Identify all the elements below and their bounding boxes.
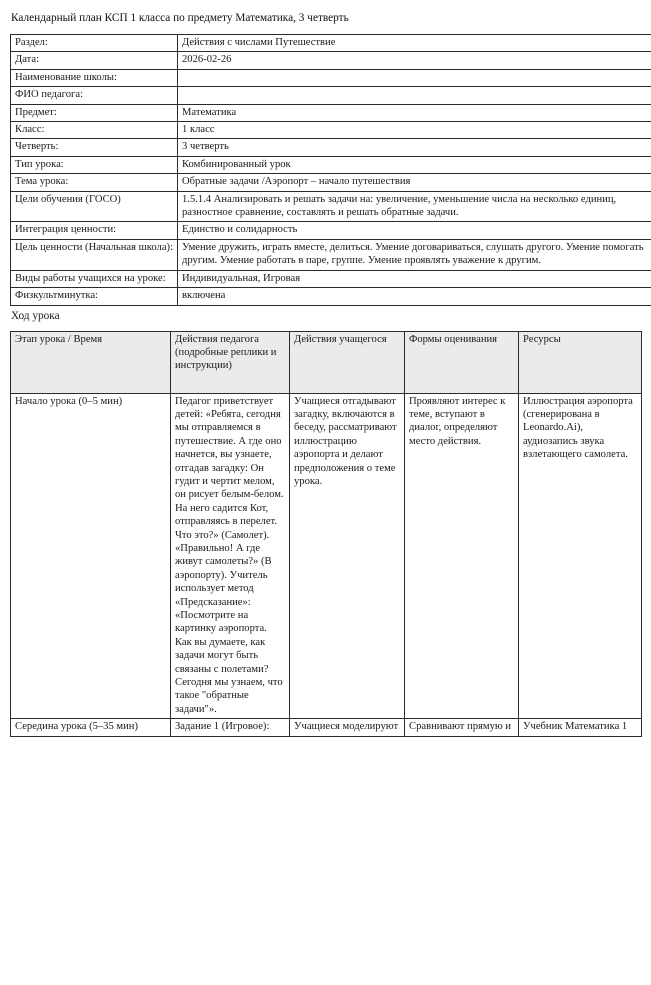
table-row (11, 174, 651, 191)
column-header-teacher-actions (171, 331, 290, 393)
cell-assessment: Проявляют интерес к теме, вступают в диалог, определяют место действия. (405, 393, 519, 719)
info-label: Виды работы учащихся на уроке: (11, 270, 178, 287)
table-row (11, 104, 651, 121)
column-header-stage-label: Этап урока / Время (15, 333, 103, 345)
table-row (11, 69, 651, 86)
info-value (178, 87, 651, 104)
table-row (11, 719, 642, 736)
lesson-flow-table (10, 331, 642, 737)
table-row (11, 156, 651, 173)
info-label: Интеграция ценности: (11, 222, 178, 239)
lesson-info-table (10, 34, 651, 306)
table-row (11, 191, 651, 222)
table-row (11, 222, 651, 239)
column-header-resources (519, 331, 642, 393)
column-header-assessment-label: Формы оценивания (409, 333, 498, 345)
info-value: Обратные задачи /Аэропорт – начало путешествия (178, 174, 651, 191)
table-row (11, 35, 651, 52)
info-label: Наименование школы: (11, 69, 178, 86)
cell-student-actions: Учащиеся отгадывают загадку, включаются в беседу, рассматривают иллюстрацию аэропорта и делают предположения о теме урока. (290, 393, 405, 719)
cell-assessment: Сравнивают прямую и (405, 719, 519, 736)
cell-student-actions: Учащиеся моделируют (290, 719, 405, 736)
table-row (11, 139, 651, 156)
table-row (11, 239, 651, 270)
info-label: Цель ценности (Начальная школа): (11, 239, 178, 270)
info-value: 1.5.1.4 Анализировать и решать задачи на: увеличение, уменьшение числа на несколько единиц, разностное сравнение, составлять и решать обратные задачи. (178, 191, 651, 222)
lesson-info-body (11, 35, 651, 306)
table-row (11, 122, 651, 139)
info-label: Четверть: (11, 139, 178, 156)
info-value: Комбинированный урок (178, 156, 651, 173)
info-value: 3 четверть (178, 139, 651, 156)
table-row (11, 393, 642, 719)
lesson-flow-header (11, 331, 642, 393)
info-value: Умение дружить, играть вместе, делиться. Умение договариваться, слушать другого. Умение помогать другим. Умение работать в паре, группе. Умение проявлять уважение к другим. (178, 239, 651, 270)
info-label: ФИО педагога: (11, 87, 178, 104)
table-row (11, 288, 651, 305)
column-header-resources-label: Ресурсы (523, 333, 561, 345)
lesson-flow-body (11, 393, 642, 736)
info-label: Тема урока: (11, 174, 178, 191)
cell-teacher-actions: Педагог приветствует детей: «Ребята, сегодня мы отправляемся в путешествие. А где оно начнется, вы узнаете, отгадав загадку: Он гудит и чертит мелом, он рисует белым-белом. На него садится Кот, отправляясь в перелет. Что это?» (Самолет). «Правильно! А где живут самолеты?» (В аэропорту). Учитель использует метод «Предсказание»: «Посмотрите на картинку аэропорта. Как вы думаете, как задачи могут быть связаны с полетами? Сегодня мы узнаем, что такое "обратные задачи"». (171, 393, 290, 719)
info-label: Класс: (11, 122, 178, 139)
column-header-teacher-actions-label: Действия педагога (подробные реплики и инструкции) (175, 333, 277, 372)
table-row (11, 87, 651, 104)
info-label: Раздел: (11, 35, 178, 52)
info-value: Индивидуальная, Игровая (178, 270, 651, 287)
page-title: Календарный план КСП 1 класса по предмету Математика, 3 четверть (11, 12, 349, 24)
info-label: Физкультминутка: (11, 288, 178, 305)
info-value: Математика (178, 104, 651, 121)
info-value: 2026-02-26 (178, 52, 651, 69)
column-header-student-actions-label: Действия учащегося (294, 333, 387, 345)
info-value: 1 класс (178, 122, 651, 139)
cell-stage: Начало урока (0–5 мин) (11, 393, 171, 719)
info-value: Действия с числами Путешествие (178, 35, 651, 52)
column-header-assessment (405, 331, 519, 393)
info-label: Дата: (11, 52, 178, 69)
column-header-student-actions (290, 331, 405, 393)
info-label: Предмет: (11, 104, 178, 121)
table-row (11, 270, 651, 287)
table-row (11, 52, 651, 69)
cell-stage: Середина урока (5–35 мин) (11, 719, 171, 736)
cell-teacher-actions: Задание 1 (Игровое): (171, 719, 290, 736)
section-label-lesson-flow: Ход урока (11, 309, 60, 322)
table-header-row (11, 331, 642, 393)
info-value (178, 69, 651, 86)
info-label: Тип урока: (11, 156, 178, 173)
column-header-stage (11, 331, 171, 393)
info-label: Цели обучения (ГОСО) (11, 191, 178, 222)
cell-resources: Учебник Математика 1 (519, 719, 642, 736)
info-value: включена (178, 288, 651, 305)
cell-resources: Иллюстрация аэропорта (сгенерирована в Leonardo.Ai), аудиозапись звука взлетающего самолета. (519, 393, 642, 719)
info-value: Единство и солидарность (178, 222, 651, 239)
